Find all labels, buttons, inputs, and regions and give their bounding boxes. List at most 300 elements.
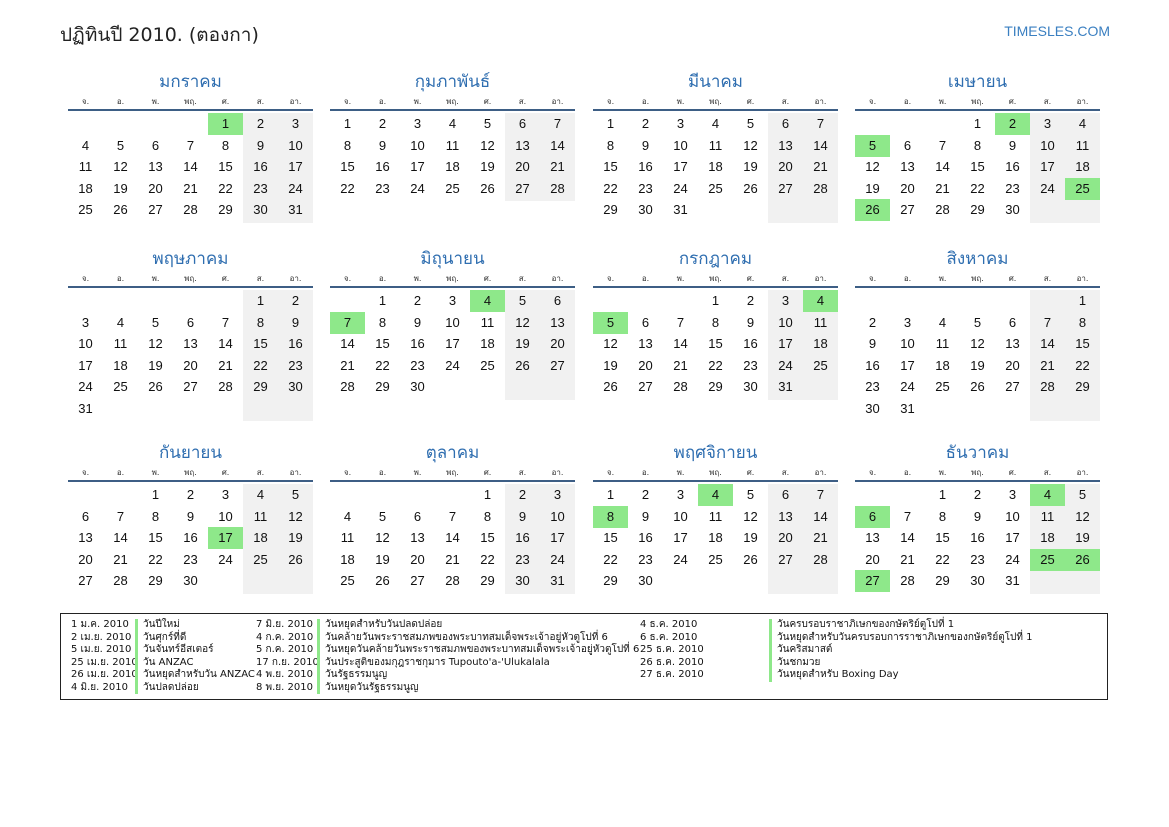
day-cell: 12 (515, 314, 530, 330)
day-cell: 30 (183, 573, 198, 588)
day-cell: 25 (480, 357, 495, 373)
month-grid (68, 93, 313, 225)
month-block (68, 248, 313, 423)
month-grid (593, 464, 838, 596)
day-cell: 27 (550, 357, 565, 373)
day-cell: 1 (256, 293, 265, 308)
day-cell: 1 (606, 487, 615, 502)
holiday-day-cell: 8 (593, 506, 628, 528)
day-cell: 23 (288, 357, 303, 373)
day-cell: 15 (218, 159, 233, 174)
day-cell: 27 (78, 573, 93, 588)
day-cell: 19 (480, 159, 495, 174)
month-grid (330, 464, 575, 596)
day-cell: 1 (606, 116, 615, 131)
day-cell: 29 (218, 202, 233, 217)
day-cell: 22 (218, 180, 233, 196)
day-cell: 14 (183, 159, 198, 174)
day-cell: 6 (641, 314, 650, 330)
day-cell: 4 (938, 314, 947, 330)
day-cell: 3 (676, 116, 685, 131)
weekday-label: อา. (289, 97, 302, 106)
day-cell: 15 (148, 530, 163, 545)
day-cell: 1 (1078, 293, 1087, 308)
day-cell: 13 (865, 530, 880, 545)
weekday-header (593, 464, 838, 482)
weekday-label: ส. (256, 274, 265, 283)
day-cell: 23 (183, 551, 198, 567)
day-cell: 11 (78, 159, 93, 174)
day-cell: 6 (81, 508, 90, 524)
month-block (68, 442, 313, 596)
day-cell: 30 (410, 379, 425, 394)
day-cell: 2 (291, 293, 300, 308)
day-cell: 25 (708, 180, 723, 196)
day-cell: 21 (550, 159, 565, 174)
day-cell: 13 (183, 336, 198, 351)
day-cell: 29 (935, 573, 950, 588)
day-cell: 28 (445, 573, 460, 588)
day-cell: 9 (291, 314, 300, 330)
month-name: พฤษภาคม (152, 249, 229, 269)
holiday-date: 17 ก.ย. 2010 (256, 656, 319, 668)
day-cell: 6 (781, 116, 790, 131)
weekday-label: พฤ. (446, 97, 459, 106)
day-cell: 10 (445, 314, 460, 330)
day-cell: 3 (903, 314, 912, 330)
day-cell: 7 (676, 314, 685, 330)
holiday-name: วันชกมวย (769, 657, 820, 670)
day-cell: 11 (813, 314, 828, 330)
day-cell: 3 (553, 487, 562, 502)
weekday-label: อ. (116, 97, 125, 106)
day-cell: 17 (900, 357, 915, 373)
day-cell: 13 (515, 137, 530, 153)
weekday-label: พฤ. (709, 274, 722, 283)
weekday-header (855, 93, 1100, 111)
day-cell: 30 (288, 379, 303, 394)
weekday-label: จ. (868, 274, 877, 283)
day-cell: 13 (78, 530, 93, 545)
day-cell: 5 (378, 508, 387, 524)
day-cell: 5 (746, 116, 755, 131)
day-cell: 25 (78, 202, 93, 217)
day-cell: 9 (1008, 137, 1017, 153)
day-cell: 7 (1043, 314, 1052, 330)
holiday-date: 7 มิ.ย. 2010 (256, 619, 313, 630)
weekday-label: พฤ. (971, 468, 984, 477)
day-cell: 6 (151, 137, 160, 153)
day-cell: 19 (515, 336, 530, 351)
day-cell: 21 (340, 357, 355, 373)
weekday-label: อา. (814, 274, 827, 283)
day-cell: 29 (480, 573, 495, 588)
day-cell: 5 (291, 487, 300, 502)
day-cell: 29 (603, 202, 618, 217)
day-cell: 7 (938, 137, 947, 153)
day-cell: 4 (1078, 116, 1087, 131)
day-cell: 13 (148, 159, 163, 174)
day-cell: 18 (445, 159, 460, 174)
day-cell: 3 (221, 487, 230, 502)
day-cell: 19 (375, 551, 390, 567)
day-cell: 7 (116, 508, 125, 524)
holiday-day-cell: 17 (208, 527, 243, 549)
day-cell: 11 (445, 137, 460, 153)
holiday-name: วันปลดปล่อย (135, 682, 199, 695)
day-cell: 11 (935, 336, 950, 351)
day-cell: 3 (676, 487, 685, 502)
day-cell: 15 (1075, 336, 1090, 351)
month-name: ธันวาคม (945, 443, 1010, 463)
weekday-header (593, 93, 838, 111)
day-cell: 12 (480, 137, 495, 153)
holiday-date: 25 ธ.ค. 2010 (640, 644, 704, 655)
holiday-date: 26 เม.ย. 2010 (71, 669, 138, 680)
day-cell: 12 (970, 336, 985, 351)
day-cell: 14 (113, 530, 128, 545)
holiday-date: 5 เม.ย. 2010 (71, 644, 132, 655)
weekday-label: อ. (641, 468, 650, 477)
weekday-label: ส. (781, 274, 790, 283)
day-cell: 12 (113, 159, 128, 174)
day-cell: 17 (550, 530, 565, 545)
day-cell: 28 (900, 573, 915, 588)
day-cell: 5 (1078, 487, 1087, 502)
day-cell: 23 (743, 357, 758, 373)
day-cell: 17 (1005, 530, 1020, 545)
day-cell: 6 (186, 314, 195, 330)
day-cell: 13 (900, 159, 915, 174)
day-cell: 28 (673, 379, 688, 394)
day-cell: 16 (1005, 159, 1020, 174)
day-cell: 6 (781, 487, 790, 502)
month-grid (68, 270, 313, 423)
holiday-name: วันคริสมาสต์ (769, 644, 832, 657)
day-cell: 28 (813, 180, 828, 196)
day-cell: 27 (778, 180, 793, 196)
day-cell: 29 (1075, 379, 1090, 394)
day-cell: 29 (375, 379, 390, 394)
weekday-label: จ. (343, 468, 352, 477)
day-cell: 11 (1075, 137, 1090, 153)
day-cell: 2 (746, 293, 755, 308)
day-cell: 10 (673, 137, 688, 153)
day-cell: 28 (550, 180, 565, 196)
day-cell: 8 (973, 137, 982, 153)
day-cell: 10 (1040, 137, 1055, 153)
day-cell: 21 (183, 180, 198, 196)
weekday-label: ส. (1043, 468, 1052, 477)
day-cell: 14 (813, 137, 828, 153)
day-cell: 19 (288, 530, 303, 545)
day-cell: 8 (606, 137, 615, 153)
day-cell: 11 (1040, 508, 1055, 524)
month-block (330, 248, 575, 402)
day-cell: 3 (1043, 116, 1052, 131)
weekday-label: ศ. (746, 97, 755, 106)
day-cell: 18 (340, 551, 355, 567)
day-cell: 20 (778, 159, 793, 174)
day-cell: 17 (778, 336, 793, 351)
day-cell: 9 (746, 314, 755, 330)
day-cell: 9 (378, 137, 387, 153)
weekday-label: ศ. (1008, 274, 1017, 283)
day-cell: 30 (515, 573, 530, 588)
day-cell: 16 (253, 159, 268, 174)
day-cell: 24 (288, 180, 303, 196)
day-cell: 27 (410, 573, 425, 588)
holiday-day-cell: 5 (855, 135, 890, 157)
day-cell: 20 (183, 357, 198, 373)
day-cell: 14 (1040, 336, 1055, 351)
day-cell: 21 (1040, 357, 1055, 373)
month-name: สิงหาคม (946, 249, 1009, 269)
weekday-label: พฤ. (446, 468, 459, 477)
day-cell: 21 (900, 551, 915, 567)
day-cell: 22 (603, 551, 618, 567)
day-cell: 7 (816, 487, 825, 502)
holiday-name: วันจันทร์อีสเตอร์ (135, 644, 214, 657)
holiday-day-cell: 25 (1030, 549, 1065, 571)
day-cell: 31 (1005, 573, 1020, 588)
day-cell: 16 (375, 159, 390, 174)
weekday-label: พ. (151, 97, 160, 106)
month-grid (330, 270, 575, 402)
day-cell: 14 (900, 530, 915, 545)
day-cell: 20 (778, 530, 793, 545)
day-cell: 30 (638, 202, 653, 217)
weekday-label: พ. (676, 97, 685, 106)
day-cell: 28 (218, 379, 233, 394)
day-cell: 4 (256, 487, 265, 502)
weekday-label: พฤ. (971, 97, 984, 106)
day-cell: 16 (288, 336, 303, 351)
day-cell: 31 (900, 400, 915, 416)
day-cell: 27 (638, 379, 653, 394)
weekday-label: พ. (151, 274, 160, 283)
day-cell: 11 (113, 336, 128, 351)
holiday-day-cell: 1 (208, 113, 243, 135)
month-block (855, 71, 1100, 225)
day-cell: 22 (375, 357, 390, 373)
day-cell: 18 (1075, 159, 1090, 174)
holiday-name: วัน ANZAC (135, 657, 193, 670)
day-cell: 23 (375, 180, 390, 196)
day-cell: 14 (445, 530, 460, 545)
day-cell: 8 (151, 508, 160, 524)
day-cell: 24 (900, 379, 915, 394)
day-cell: 24 (1040, 180, 1055, 196)
day-cell: 23 (638, 180, 653, 196)
day-cell: 6 (1008, 314, 1017, 330)
month-name: มิถุนายน (420, 249, 485, 269)
day-cell: 8 (1078, 314, 1087, 330)
day-cell: 26 (288, 551, 303, 567)
day-cell: 21 (113, 551, 128, 567)
month-block (68, 71, 313, 225)
day-cell: 20 (78, 551, 93, 567)
day-cell: 27 (1005, 379, 1020, 394)
month-block (855, 442, 1100, 596)
month-grid (330, 93, 575, 203)
month-name: กรกฎาคม (678, 249, 753, 269)
day-cell: 24 (673, 551, 688, 567)
day-cell: 2 (641, 487, 650, 502)
day-cell: 30 (1005, 202, 1020, 217)
holiday-date: 5 ก.ค. 2010 (256, 644, 314, 655)
weekday-label: จ. (868, 468, 877, 477)
weekday-label: ส. (781, 468, 790, 477)
holiday-name: วันปีใหม่ (135, 619, 180, 632)
holiday-name: วันหยุดสำหรับวันปลดปล่อย (317, 619, 442, 632)
day-cell: 19 (743, 530, 758, 545)
weekday-label: พ. (413, 97, 422, 106)
holiday-name: วันหยุดวันรัฐธรรมนูญ (317, 682, 419, 695)
day-cell: 14 (673, 336, 688, 351)
day-cell: 26 (970, 379, 985, 394)
day-cell: 22 (603, 180, 618, 196)
day-cell: 17 (673, 159, 688, 174)
weekday-label: พ. (676, 468, 685, 477)
day-cell: 26 (113, 202, 128, 217)
day-cell: 13 (410, 530, 425, 545)
day-cell: 23 (515, 551, 530, 567)
day-cell: 18 (78, 180, 93, 196)
day-cell: 21 (813, 530, 828, 545)
day-cell: 5 (483, 116, 492, 131)
day-cell: 19 (970, 357, 985, 373)
day-cell: 20 (410, 551, 425, 567)
day-cell: 21 (935, 180, 950, 196)
day-cell: 23 (865, 379, 880, 394)
day-cell: 23 (638, 551, 653, 567)
day-cell: 1 (938, 487, 947, 502)
holiday-day-cell: 26 (855, 199, 890, 221)
day-cell: 15 (603, 159, 618, 174)
holiday-list (60, 613, 1108, 700)
day-cell: 4 (448, 116, 457, 131)
day-cell: 14 (813, 508, 828, 524)
weekday-header (68, 93, 313, 111)
holiday-date: 25 เม.ย. 2010 (71, 656, 138, 668)
day-cell: 1 (151, 487, 160, 502)
day-cell: 29 (253, 379, 268, 394)
day-cell: 2 (973, 487, 982, 502)
day-cell: 15 (708, 336, 723, 351)
day-cell: 24 (410, 180, 425, 196)
month-name: มีนาคม (688, 72, 743, 92)
day-cell: 25 (253, 551, 268, 567)
day-cell: 27 (900, 202, 915, 217)
day-cell: 21 (218, 357, 233, 373)
day-cell: 27 (148, 202, 163, 217)
site-link[interactable]: TIMESLES.COM (1004, 23, 1110, 39)
day-cell: 21 (673, 357, 688, 373)
weekday-header (330, 93, 575, 111)
day-cell: 28 (813, 551, 828, 567)
weekday-label: จ. (606, 97, 615, 106)
day-cell: 13 (550, 314, 565, 330)
weekday-label: อ. (903, 468, 912, 477)
day-cell: 8 (256, 314, 265, 330)
weekday-label: อา. (1076, 97, 1089, 106)
day-cell: 22 (480, 551, 495, 567)
day-cell: 24 (1005, 551, 1020, 567)
day-cell: 2 (186, 487, 195, 502)
day-cell: 26 (480, 180, 495, 196)
weekday-header (68, 270, 313, 288)
day-cell: 19 (603, 357, 618, 373)
day-cell: 26 (743, 180, 758, 196)
weekday-label: พฤ. (709, 97, 722, 106)
day-cell: 11 (708, 508, 723, 524)
weekday-label: พฤ. (446, 274, 459, 283)
day-cell: 24 (445, 357, 460, 373)
month-block (330, 442, 575, 596)
day-cell: 21 (813, 159, 828, 174)
weekday-label: พฤ. (184, 468, 197, 477)
day-cell: 16 (638, 159, 653, 174)
holiday-date: 2 เม.ย. 2010 (71, 631, 132, 643)
day-cell: 10 (673, 508, 688, 524)
day-cell: 8 (938, 508, 947, 524)
day-cell: 19 (743, 159, 758, 174)
day-cell: 16 (865, 357, 880, 373)
day-cell: 27 (515, 180, 530, 196)
day-cell: 15 (253, 336, 268, 351)
weekday-label: ศ. (221, 274, 230, 283)
holiday-date: 4 มิ.ย. 2010 (71, 681, 128, 693)
weekday-label: ส. (781, 97, 790, 106)
weekday-label: ศ. (483, 274, 492, 283)
day-cell: 12 (603, 336, 618, 351)
day-cell: 11 (480, 314, 495, 330)
day-cell: 27 (778, 551, 793, 567)
day-cell: 15 (480, 530, 495, 545)
weekday-label: จ. (81, 468, 90, 477)
day-cell: 10 (900, 336, 915, 351)
weekday-label: พฤ. (184, 97, 197, 106)
day-cell: 18 (708, 530, 723, 545)
day-cell: 20 (865, 551, 880, 567)
month-name: พฤศจิกายน (673, 443, 758, 463)
weekday-label: จ. (81, 274, 90, 283)
day-cell: 7 (221, 314, 230, 330)
weekday-label: ศ. (746, 468, 755, 477)
day-cell: 12 (865, 159, 880, 174)
weekday-label: อา. (814, 97, 827, 106)
weekday-label: พ. (938, 468, 947, 477)
day-cell: 27 (183, 379, 198, 394)
holiday-day-cell: 4 (698, 484, 733, 506)
weekday-label: อ. (116, 274, 125, 283)
day-cell: 14 (340, 336, 355, 351)
day-cell: 8 (343, 137, 352, 153)
day-cell: 11 (708, 137, 723, 153)
weekday-label: พ. (938, 274, 947, 283)
day-cell: 18 (708, 159, 723, 174)
month-block (593, 71, 838, 225)
day-cell: 17 (445, 336, 460, 351)
weekday-label: ส. (518, 274, 527, 283)
weekday-header (593, 270, 838, 288)
day-cell: 10 (1005, 508, 1020, 524)
weekday-label: ศ. (221, 468, 230, 477)
weekday-label: ศ. (746, 274, 755, 283)
day-cell: 28 (935, 202, 950, 217)
holiday-date: 27 ธ.ค. 2010 (640, 669, 704, 680)
